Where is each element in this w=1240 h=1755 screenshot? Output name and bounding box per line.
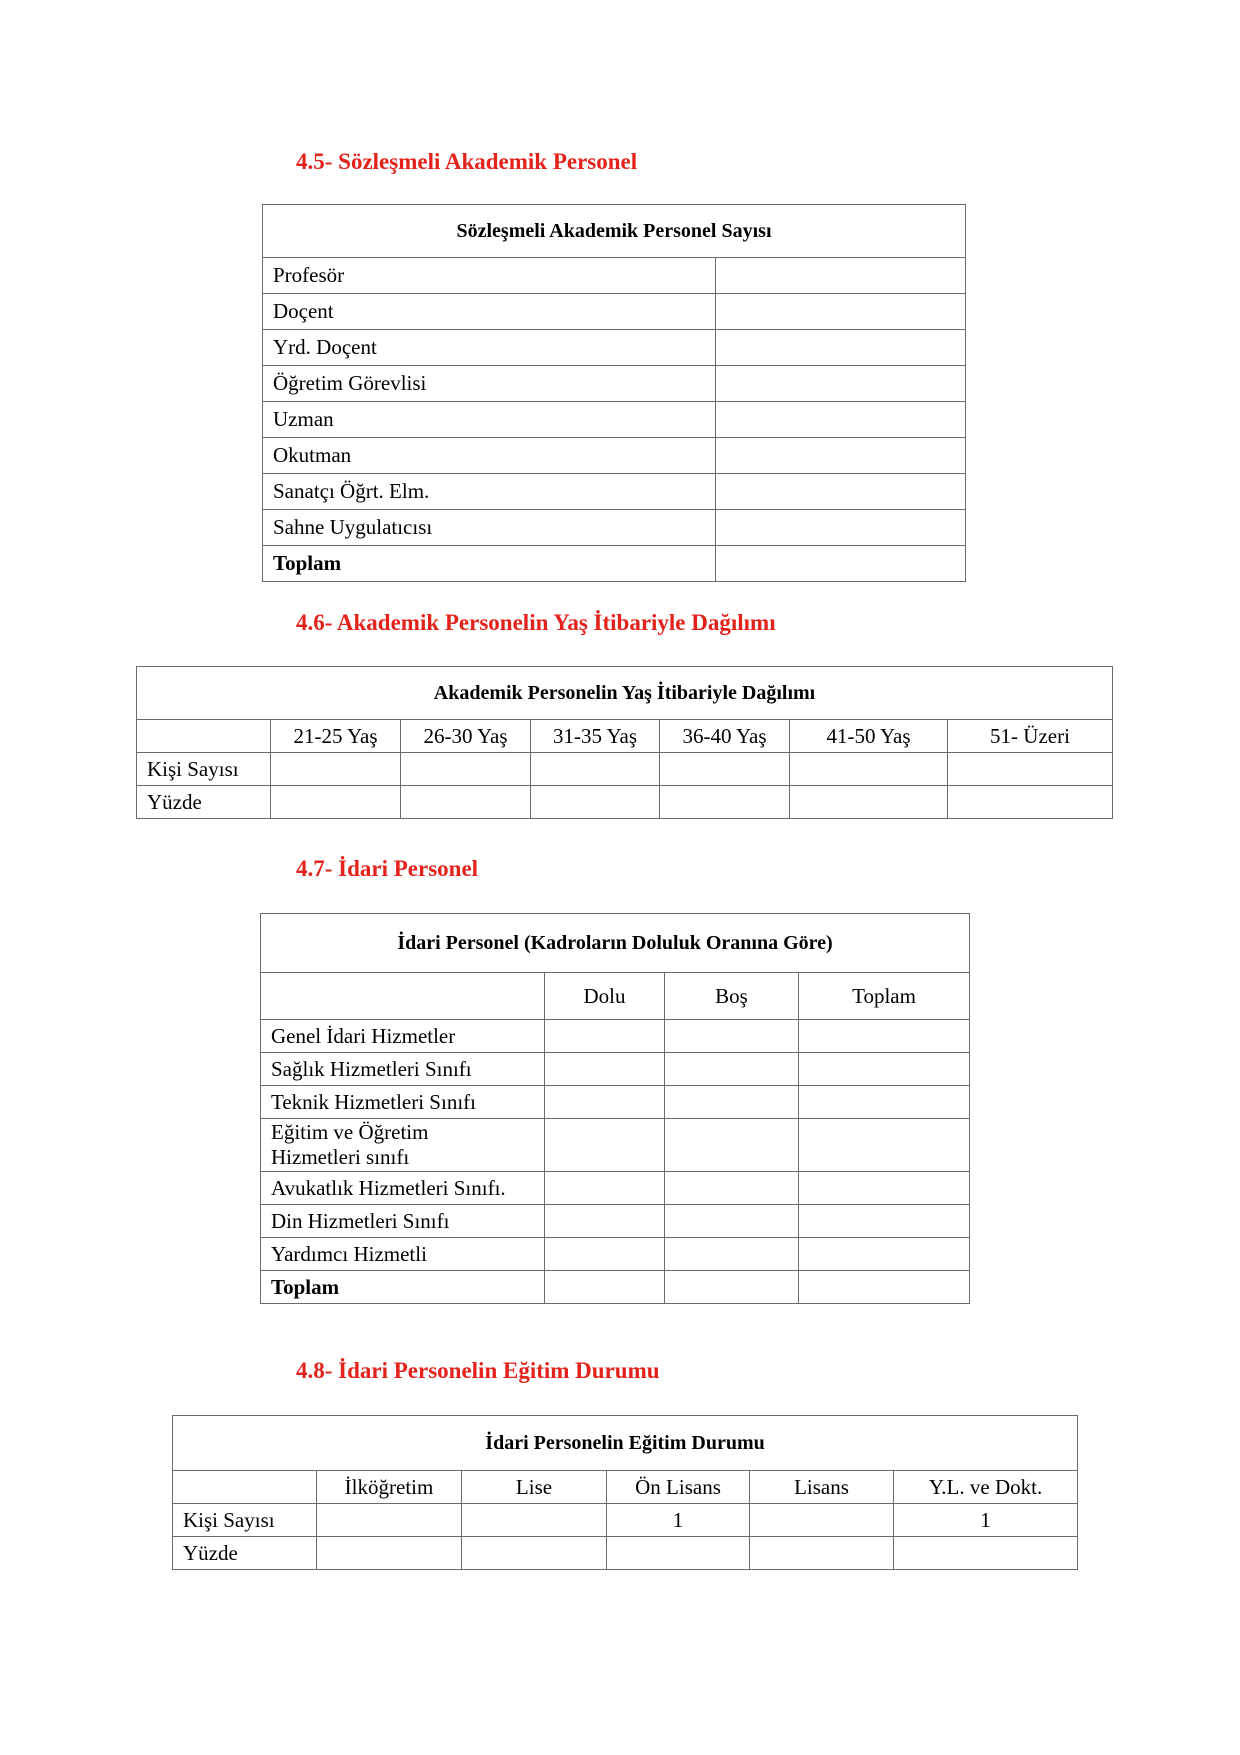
column-header: Boş — [665, 973, 799, 1020]
row-label: Kişi Sayısı — [137, 753, 271, 786]
row-label: Teknik Hizmetleri Sınıfı — [261, 1086, 545, 1119]
value-cell — [790, 753, 948, 786]
value-cell — [545, 1238, 665, 1271]
row-label: Sanatçı Öğrt. Elm. — [263, 474, 716, 510]
empty-header-cell — [137, 720, 271, 753]
value-cell — [545, 1205, 665, 1238]
row-label: Sahne Uygulatıcısı — [263, 510, 716, 546]
value-cell — [799, 1020, 970, 1053]
row-label: Avukatlık Hizmetleri Sınıfı. — [261, 1172, 545, 1205]
value-cell — [799, 1238, 970, 1271]
row-label: Doçent — [263, 294, 716, 330]
value-cell — [545, 1119, 665, 1172]
value-cell — [660, 786, 790, 819]
column-header: 21-25 Yaş — [271, 720, 401, 753]
column-header: Lisans — [750, 1471, 894, 1504]
administrative-staff-table — [260, 913, 970, 1304]
value-cell — [665, 1119, 799, 1172]
age-distribution-table — [136, 666, 1113, 819]
value-cell — [799, 1172, 970, 1205]
value-cell — [716, 474, 966, 510]
row-label: Yardımcı Hizmetli — [261, 1238, 545, 1271]
value-cell — [317, 1537, 462, 1570]
value-cell — [401, 753, 531, 786]
value-cell — [545, 1172, 665, 1205]
empty-header-cell — [173, 1471, 317, 1504]
column-header: 26-30 Yaş — [401, 720, 531, 753]
section-heading: 4.6- Akademik Personelin Yaş İtibariyle Dağılımı — [296, 610, 776, 635]
empty-header-cell — [261, 973, 545, 1020]
column-header: Ön Lisans — [607, 1471, 750, 1504]
value-cell — [790, 786, 948, 819]
row-label: Yrd. Doçent — [263, 330, 716, 366]
value-cell — [894, 1537, 1078, 1570]
row-label: Profesör — [263, 258, 716, 294]
row-label: Uzman — [263, 402, 716, 438]
value-cell — [948, 753, 1113, 786]
value-cell — [545, 1271, 665, 1304]
row-label: Din Hizmetleri Sınıfı — [261, 1205, 545, 1238]
section-heading: 4.7- İdari Personel — [296, 856, 479, 881]
value-cell — [545, 1020, 665, 1053]
value-cell — [271, 753, 401, 786]
column-header: 31-35 Yaş — [531, 720, 660, 753]
value-cell — [799, 1119, 970, 1172]
row-label: Yüzde — [173, 1537, 317, 1570]
value-cell — [665, 1172, 799, 1205]
value-cell — [531, 786, 660, 819]
value-cell — [317, 1504, 462, 1537]
value-cell — [799, 1086, 970, 1119]
row-label: Kişi Sayısı — [173, 1504, 317, 1537]
column-header: Toplam — [799, 973, 970, 1020]
table-caption: İdari Personel (Kadroların Doluluk Oranına Göre) — [261, 914, 970, 973]
value-cell — [665, 1205, 799, 1238]
value-cell — [462, 1537, 607, 1570]
column-header: 36-40 Yaş — [660, 720, 790, 753]
column-header: Lise — [462, 1471, 607, 1504]
total-label: Toplam — [261, 1271, 545, 1304]
table-caption: Sözleşmeli Akademik Personel Sayısı — [263, 205, 966, 258]
value-cell — [665, 1053, 799, 1086]
value-cell — [799, 1205, 970, 1238]
value-cell — [716, 438, 966, 474]
row-label: Öğretim Görevlisi — [263, 366, 716, 402]
value-cell — [799, 1271, 970, 1304]
section-heading: 4.8- İdari Personelin Eğitim Durumu — [296, 1358, 660, 1383]
value-cell — [716, 546, 966, 582]
value-cell — [716, 258, 966, 294]
value-cell — [948, 786, 1113, 819]
row-label: Sağlık Hizmetleri Sınıfı — [261, 1053, 545, 1086]
value-cell: 1 — [894, 1504, 1078, 1537]
value-cell — [545, 1086, 665, 1119]
value-cell — [750, 1504, 894, 1537]
value-cell — [716, 510, 966, 546]
value-cell — [750, 1537, 894, 1570]
value-cell — [716, 330, 966, 366]
column-header: Dolu — [545, 973, 665, 1020]
value-cell — [716, 294, 966, 330]
value-cell — [665, 1271, 799, 1304]
column-header: İlköğretim — [317, 1471, 462, 1504]
value-cell — [607, 1537, 750, 1570]
column-header: 41-50 Yaş — [790, 720, 948, 753]
table-caption: İdari Personelin Eğitim Durumu — [173, 1416, 1078, 1471]
total-label: Toplam — [263, 546, 716, 582]
value-cell: 1 — [607, 1504, 750, 1537]
column-header: Y.L. ve Dokt. — [894, 1471, 1078, 1504]
value-cell — [665, 1020, 799, 1053]
value-cell — [545, 1053, 665, 1086]
education-status-table — [172, 1415, 1078, 1570]
value-cell — [716, 366, 966, 402]
row-label: Yüzde — [137, 786, 271, 819]
section-heading: 4.5- Sözleşmeli Akademik Personel — [296, 149, 638, 174]
row-label: Genel İdari Hizmetler — [261, 1020, 545, 1053]
value-cell — [531, 753, 660, 786]
value-cell — [660, 753, 790, 786]
value-cell — [462, 1504, 607, 1537]
column-header: 51- Üzeri — [948, 720, 1113, 753]
row-label: Eğitim ve Öğretim Hizmetleri sınıfı — [261, 1119, 545, 1172]
value-cell — [271, 786, 401, 819]
value-cell — [665, 1086, 799, 1119]
value-cell — [716, 402, 966, 438]
table-caption: Akademik Personelin Yaş İtibariyle Dağılımı — [137, 667, 1113, 720]
contract-academic-staff-table — [262, 204, 966, 582]
value-cell — [401, 786, 531, 819]
value-cell — [665, 1238, 799, 1271]
row-label: Okutman — [263, 438, 716, 474]
value-cell — [799, 1053, 970, 1086]
